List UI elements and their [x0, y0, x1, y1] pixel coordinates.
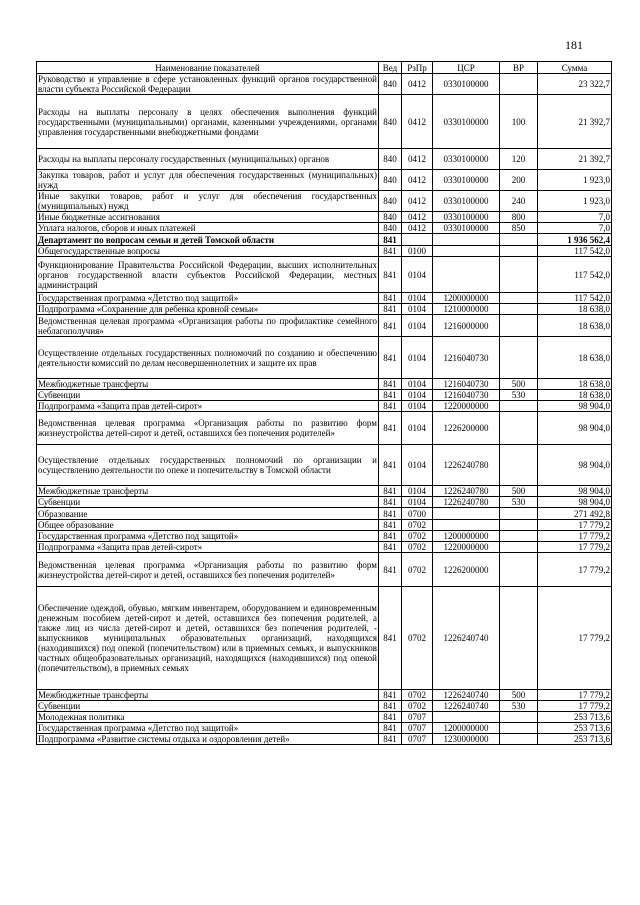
- cell-csr: 1230000000: [433, 734, 500, 745]
- cell-ved: 840: [379, 191, 402, 212]
- cell-vr: [500, 553, 538, 587]
- table-row: [37, 257, 612, 293]
- cell-csr: 1226240780: [433, 497, 500, 508]
- cell-rzpr: 0104: [402, 497, 433, 508]
- cell-sum: 17 779,2: [538, 587, 612, 690]
- col-header-rzpr: РзПр: [402, 62, 433, 74]
- cell-csr: 0330100000: [433, 74, 500, 95]
- cell-name: Иные бюджетные ассигнования: [37, 212, 379, 223]
- cell-vr: 800: [500, 212, 538, 223]
- cell-vr: [500, 445, 538, 486]
- cell-ved: 841: [379, 508, 402, 520]
- cell-ved: 841: [379, 234, 402, 246]
- cell-ved: 840: [379, 149, 402, 170]
- cell-sum: 17 779,2: [538, 690, 612, 701]
- budget-table: [36, 61, 612, 745]
- cell-name: Подпрограмма «Защита прав детей-сирот»: [37, 401, 379, 412]
- cell-vr: [500, 401, 538, 412]
- cell-rzpr: 0104: [402, 390, 433, 401]
- cell-vr: 530: [500, 497, 538, 508]
- cell-sum: 18 638,0: [538, 390, 612, 401]
- cell-sum: 7,0: [538, 223, 612, 234]
- cell-csr: 1226240740: [433, 701, 500, 712]
- cell-csr: 0330100000: [433, 170, 500, 191]
- cell-csr: 0330100000: [433, 223, 500, 234]
- table-row: [37, 690, 612, 701]
- cell-rzpr: 0702: [402, 587, 433, 690]
- cell-sum: 17 779,2: [538, 701, 612, 712]
- col-header-ved: Вед: [379, 62, 402, 74]
- cell-vr: 500: [500, 690, 538, 701]
- cell-csr: 1226240780: [433, 445, 500, 486]
- cell-csr: 1216040730: [433, 337, 500, 379]
- cell-rzpr: 0104: [402, 304, 433, 315]
- cell-rzpr: 0104: [402, 412, 433, 445]
- cell-vr: 500: [500, 379, 538, 390]
- cell-sum: 117 542,0: [538, 257, 612, 293]
- cell-rzpr: 0104: [402, 315, 433, 337]
- cell-ved: 841: [379, 553, 402, 587]
- cell-sum: 98 904,0: [538, 486, 612, 497]
- cell-rzpr: 0104: [402, 379, 433, 390]
- cell-ved: 841: [379, 401, 402, 412]
- cell-ved: 840: [379, 170, 402, 191]
- cell-sum: 1 923,0: [538, 170, 612, 191]
- cell-ved: 841: [379, 257, 402, 293]
- cell-ved: 840: [379, 74, 402, 95]
- table-row: [37, 390, 612, 401]
- cell-vr: 530: [500, 701, 538, 712]
- cell-sum: 98 904,0: [538, 401, 612, 412]
- table-row: [37, 379, 612, 390]
- cell-name: Департамент по вопросам семьи и детей Томской области: [37, 234, 379, 246]
- cell-ved: 841: [379, 486, 402, 497]
- cell-name: Закупка товаров, работ и услуг для обеспечения государственных (муниципальных) нужд: [38, 170, 377, 190]
- cell-sum: 17 779,2: [538, 520, 612, 531]
- cell-sum: 17 779,2: [538, 531, 612, 542]
- cell-csr: 0330100000: [433, 212, 500, 223]
- table-row: [37, 445, 612, 486]
- cell-sum: 253 713,6: [538, 734, 612, 745]
- cell-vr: [500, 520, 538, 531]
- cell-csr: 1200000000: [433, 723, 500, 734]
- cell-rzpr: 0702: [402, 701, 433, 712]
- cell-csr: 1226240780: [433, 486, 500, 497]
- cell-csr: 0330100000: [433, 149, 500, 170]
- cell-name: Расходы на выплаты персоналу государственных (муниципальных) органов: [37, 149, 379, 170]
- cell-ved: 840: [379, 223, 402, 234]
- cell-ved: 841: [379, 542, 402, 553]
- cell-csr: 0330100000: [433, 191, 500, 212]
- cell-csr: 1200000000: [433, 293, 500, 304]
- table-row: [37, 734, 612, 745]
- table-row: [37, 95, 612, 149]
- cell-name: Субвенции: [37, 390, 379, 401]
- cell-csr: 1200000000: [433, 531, 500, 542]
- table-row: [37, 293, 612, 304]
- table-row: [37, 74, 612, 95]
- cell-name: Межбюджетные трансферты: [37, 486, 379, 497]
- table-row: [37, 723, 612, 734]
- cell-ved: 841: [379, 293, 402, 304]
- cell-name: Подпрограмма «Сохранение для ребенка кровной семьи»: [37, 304, 379, 315]
- cell-csr: 1220000000: [433, 401, 500, 412]
- cell-vr: [500, 74, 538, 95]
- cell-name: Ведомственная целевая программа «Организация работы по профилактике семейного неблагополучия»: [38, 315, 377, 336]
- cell-ved: 841: [379, 712, 402, 723]
- cell-name: Субвенции: [37, 701, 379, 712]
- table-row: [37, 401, 612, 412]
- cell-name: Общее образование: [37, 520, 379, 531]
- cell-ved: 841: [379, 690, 402, 701]
- cell-name: Функционирование Правительства Российской Федерации, высших исполнительных органов государственной власти субъектов Российской Федерации, местных администраций: [37, 257, 379, 293]
- table-row: [37, 587, 612, 690]
- cell-rzpr: 0412: [402, 149, 433, 170]
- cell-sum: 23 322,7: [538, 74, 612, 95]
- cell-vr: [500, 315, 538, 337]
- cell-vr: [500, 734, 538, 745]
- col-header-vr: ВР: [500, 62, 538, 74]
- cell-name: Осуществление отдельных государственных полномочий по созданию и обеспечению деятельности комиссий по делам несовершеннолетних и защите их прав: [37, 337, 379, 379]
- cell-rzpr: 0702: [402, 690, 433, 701]
- col-header-sum: Сумма: [538, 62, 612, 74]
- cell-name: Уплата налогов, сборов и иных платежей: [37, 223, 379, 234]
- cell-sum: 98 904,0: [538, 497, 612, 508]
- cell-csr: 1216040730: [433, 390, 500, 401]
- cell-ved: 841: [379, 337, 402, 379]
- cell-name: Руководство и управление в сфере установленных функций органов государственной власти субъекта Российской Федерации: [38, 74, 377, 94]
- cell-sum: 1 936 562,4: [538, 234, 612, 246]
- cell-rzpr: 0700: [402, 508, 433, 520]
- table-body: [37, 74, 612, 745]
- cell-rzpr: 0412: [402, 74, 433, 95]
- cell-ved: 841: [379, 734, 402, 745]
- cell-name: Ведомственная целевая программа «Организация работы по развитию форм жизнеустройства детей-сирот и детей, оставшихся без попечения родителей»: [37, 553, 379, 587]
- cell-sum: 21 392,7: [538, 149, 612, 170]
- cell-ved: 840: [379, 95, 402, 149]
- cell-name: Общегосударственные вопросы: [37, 246, 379, 257]
- cell-name: Молодежная политика: [37, 712, 379, 723]
- cell-name: Государственная программа «Детство под защитой»: [37, 293, 379, 304]
- cell-sum: 18 638,0: [538, 304, 612, 315]
- cell-ved: 841: [379, 412, 402, 445]
- cell-rzpr: 0104: [402, 486, 433, 497]
- cell-rzpr: 0104: [402, 445, 433, 486]
- cell-ved: 841: [379, 379, 402, 390]
- page-number: 181: [565, 38, 583, 52]
- table-row: [37, 149, 612, 170]
- cell-name: Обеспечение одеждой, обувью, мягким инвентарем, оборудованием и единовременным денежным пособием детей-сирот и детей, оставшихся без попечения родителей, а также лиц из числа детей-сирот и детей, оставшихся без попечения родителей, - выпускников муниципальных образовательных организаций, находящихся (находившихся) под опекой (попечительством) или в приемных семьях, и выпускников частных общеобразовательных организаций, находящихся (находившихся) под опекой (попечительством), в приемных семьях: [37, 587, 379, 690]
- cell-rzpr: 0702: [402, 553, 433, 587]
- cell-rzpr: 0707: [402, 734, 433, 745]
- cell-csr: 1226240740: [433, 690, 500, 701]
- table-row: [37, 246, 612, 257]
- table-header-row: [37, 62, 612, 74]
- cell-name: Подпрограмма «Развитие системы отдыха и оздоровления детей»: [37, 734, 379, 745]
- cell-csr: [433, 520, 500, 531]
- cell-csr: 1216000000: [433, 315, 500, 337]
- cell-name: Осуществление отдельных государственных полномочий по организации и осуществлению деятельности по опеке и попечительству в Томской области: [37, 445, 379, 486]
- cell-vr: [500, 712, 538, 723]
- cell-sum: 253 713,6: [538, 723, 612, 734]
- cell-ved: 841: [379, 304, 402, 315]
- table-row: [37, 337, 612, 379]
- cell-csr: 1226200000: [433, 553, 500, 587]
- cell-csr: 1210000000: [433, 304, 500, 315]
- cell-sum: 18 638,0: [538, 315, 612, 337]
- cell-name: Субвенции: [37, 497, 379, 508]
- cell-ved: 841: [379, 315, 402, 337]
- table-row: [37, 304, 612, 315]
- cell-vr: 530: [500, 390, 538, 401]
- col-header-csr: ЦСР: [433, 62, 500, 74]
- cell-sum: 98 904,0: [538, 412, 612, 445]
- cell-ved: 841: [379, 520, 402, 531]
- cell-vr: [500, 246, 538, 257]
- cell-ved: 841: [379, 497, 402, 508]
- cell-sum: 117 542,0: [538, 293, 612, 304]
- cell-vr: [500, 531, 538, 542]
- cell-vr: 500: [500, 486, 538, 497]
- cell-rzpr: 0104: [402, 337, 433, 379]
- cell-csr: [433, 234, 500, 246]
- cell-csr: [433, 712, 500, 723]
- cell-vr: 240: [500, 191, 538, 212]
- table-row: [37, 497, 612, 508]
- cell-rzpr: 0702: [402, 520, 433, 531]
- cell-vr: 850: [500, 223, 538, 234]
- cell-vr: [500, 412, 538, 445]
- table-row: [37, 412, 612, 445]
- cell-vr: [500, 304, 538, 315]
- cell-ved: 841: [379, 587, 402, 690]
- table-row: [37, 486, 612, 497]
- cell-csr: [433, 257, 500, 293]
- cell-name: Образование: [37, 508, 379, 520]
- table-row: [37, 223, 612, 234]
- cell-ved: 841: [379, 445, 402, 486]
- cell-vr: 120: [500, 149, 538, 170]
- cell-rzpr: 0702: [402, 531, 433, 542]
- cell-csr: [433, 246, 500, 257]
- cell-name: Межбюджетные трансферты: [37, 379, 379, 390]
- table-row: [37, 191, 612, 212]
- cell-sum: 271 492,8: [538, 508, 612, 520]
- cell-ved: 841: [379, 723, 402, 734]
- cell-sum: 18 638,0: [538, 337, 612, 379]
- cell-vr: [500, 234, 538, 246]
- cell-ved: 840: [379, 212, 402, 223]
- cell-csr: 1220000000: [433, 542, 500, 553]
- table-row: [37, 508, 612, 520]
- cell-vr: [500, 508, 538, 520]
- cell-sum: 17 779,2: [538, 542, 612, 553]
- cell-sum: 1 923,0: [538, 191, 612, 212]
- cell-rzpr: 0412: [402, 223, 433, 234]
- table-row: [37, 712, 612, 723]
- table-row: [37, 701, 612, 712]
- cell-vr: 200: [500, 170, 538, 191]
- cell-name: Расходы на выплаты персоналу в целях обеспечения выполнения функций государственными (муниципальными) органами, казенными учреждениями, органами управления государственными внебюджетными фондами: [37, 95, 379, 149]
- col-header-name: Наименование показателей: [37, 62, 379, 74]
- cell-vr: [500, 293, 538, 304]
- cell-csr: 0330100000: [433, 95, 500, 149]
- cell-ved: 841: [379, 246, 402, 257]
- cell-vr: 100: [500, 95, 538, 149]
- cell-vr: [500, 723, 538, 734]
- cell-rzpr: 0412: [402, 191, 433, 212]
- cell-rzpr: 0702: [402, 542, 433, 553]
- cell-rzpr: 0707: [402, 712, 433, 723]
- cell-ved: 841: [379, 531, 402, 542]
- cell-rzpr: 0412: [402, 212, 433, 223]
- cell-rzpr: 0100: [402, 246, 433, 257]
- cell-rzpr: [402, 234, 433, 246]
- cell-ved: 841: [379, 701, 402, 712]
- cell-sum: 18 638,0: [538, 379, 612, 390]
- table-row: [37, 234, 612, 246]
- table-row: [37, 553, 612, 587]
- cell-csr: 1216040730: [433, 379, 500, 390]
- table-row: [37, 315, 612, 337]
- cell-vr: [500, 257, 538, 293]
- cell-sum: 21 392,7: [538, 95, 612, 149]
- cell-name: Ведомственная целевая программа «Организация работы по развитию форм жизнеустройства детей-сирот и детей, оставшихся без попечения родителей»: [37, 412, 379, 445]
- cell-name: Подпрограмма «Защита прав детей-сирот»: [37, 542, 379, 553]
- cell-name: Межбюджетные трансферты: [37, 690, 379, 701]
- cell-rzpr: 0707: [402, 723, 433, 734]
- table-row: [37, 170, 612, 191]
- cell-name: Государственная программа «Детство под защитой»: [37, 723, 379, 734]
- cell-sum: 17 779,2: [538, 553, 612, 587]
- cell-rzpr: 0412: [402, 170, 433, 191]
- cell-vr: [500, 337, 538, 379]
- cell-vr: [500, 587, 538, 690]
- table-row: [37, 531, 612, 542]
- cell-rzpr: 0104: [402, 401, 433, 412]
- cell-name: Государственная программа «Детство под защитой»: [37, 531, 379, 542]
- table-row: [37, 542, 612, 553]
- cell-csr: [433, 508, 500, 520]
- cell-sum: 98 904,0: [538, 445, 612, 486]
- cell-rzpr: 0104: [402, 293, 433, 304]
- cell-rzpr: 0412: [402, 95, 433, 149]
- cell-sum: 253 713,6: [538, 712, 612, 723]
- cell-sum: 7,0: [538, 212, 612, 223]
- cell-rzpr: 0104: [402, 257, 433, 293]
- cell-vr: [500, 542, 538, 553]
- cell-csr: 1226240740: [433, 587, 500, 690]
- table-row: [37, 520, 612, 531]
- cell-sum: 117 542,0: [538, 246, 612, 257]
- cell-name: Иные закупки товаров, работ и услуг для обеспечения государственных (муниципальных) нужд: [38, 191, 377, 211]
- cell-csr: 1226200000: [433, 412, 500, 445]
- cell-ved: 841: [379, 390, 402, 401]
- table-row: [37, 212, 612, 223]
